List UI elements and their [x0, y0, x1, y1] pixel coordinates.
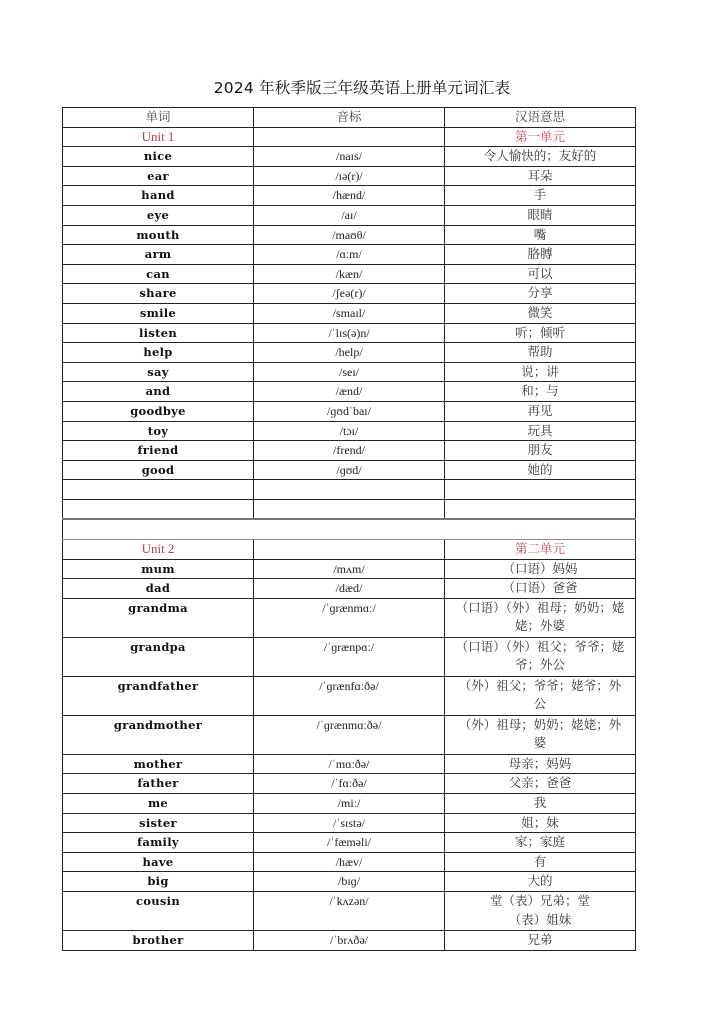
table-row [63, 872, 636, 892]
meaning-cell: 和；与 [445, 382, 636, 402]
word-cell: arm [63, 245, 254, 265]
table-row [63, 225, 636, 245]
separator-row [63, 519, 636, 539]
table-row [63, 637, 636, 676]
phonetic-cell: /hæv/ [254, 852, 445, 872]
word-cell: brother [63, 931, 254, 951]
phonetic-cell: /ˈkʌzən/ [254, 892, 445, 931]
empty-cell [63, 480, 254, 500]
table-row [63, 147, 636, 167]
phonetic-cell: /bɪɡ/ [254, 872, 445, 892]
meaning-cell: （外）祖父；爷爷；姥爷；外公 [445, 676, 636, 715]
phonetic-cell: /frend/ [254, 441, 445, 461]
empty-row [63, 499, 636, 519]
meaning-cell: 父亲；爸爸 [445, 774, 636, 794]
table-row [63, 931, 636, 951]
phonetic-cell: /smaɪl/ [254, 303, 445, 323]
word-cell: sister [63, 813, 254, 833]
meaning-cell: 说；讲 [445, 362, 636, 382]
word-cell: friend [63, 441, 254, 461]
phonetic-cell: /ɪə(r)/ [254, 166, 445, 186]
table-row [63, 774, 636, 794]
word-cell: grandmother [63, 715, 254, 754]
meaning-cell: 朋友 [445, 441, 636, 461]
word-cell: mouth [63, 225, 254, 245]
phonetic-cell: /ˈɡrænpɑː/ [254, 637, 445, 676]
table-row [63, 245, 636, 265]
meaning-cell: 可以 [445, 264, 636, 284]
word-cell: toy [63, 421, 254, 441]
unit-label: Unit 2 [63, 540, 254, 560]
table-row [63, 205, 636, 225]
unit-label: Unit 1 [63, 127, 254, 147]
phonetic-cell: /aɪ/ [254, 205, 445, 225]
table-row [63, 166, 636, 186]
unit-label-cn: 第二单元 [445, 540, 636, 560]
word-cell: nice [63, 147, 254, 167]
table-row [63, 186, 636, 206]
phonetic-cell: /ˈfæməli/ [254, 833, 445, 853]
word-cell: and [63, 382, 254, 402]
table-row [63, 362, 636, 382]
page-title: 2024 年秋季版三年级英语上册单元词汇表 [213, 79, 511, 97]
table-row [63, 559, 636, 579]
phonetic-cell: /ænd/ [254, 382, 445, 402]
word-cell: ear [63, 166, 254, 186]
table-row [63, 676, 636, 715]
word-cell: grandma [63, 598, 254, 637]
phonetic-cell: /help/ [254, 343, 445, 363]
table-header-row [63, 108, 636, 128]
phonetic-cell: /ˈɡrænfɑːðə/ [254, 676, 445, 715]
word-cell: good [63, 460, 254, 480]
meaning-cell: 母亲；妈妈 [445, 754, 636, 774]
unit-heading-row [63, 540, 636, 560]
word-cell: say [63, 362, 254, 382]
table-row [63, 264, 636, 284]
meaning-cell: 嘴 [445, 225, 636, 245]
meaning-cell: （口语）妈妈 [445, 559, 636, 579]
phonetic-cell: /mʌm/ [254, 559, 445, 579]
empty-cell [63, 499, 254, 519]
word-cell: listen [63, 323, 254, 343]
phonetic-cell: /ɑːm/ [254, 245, 445, 265]
word-cell: grandfather [63, 676, 254, 715]
word-cell: goodbye [63, 401, 254, 421]
table-row [63, 382, 636, 402]
phonetic-cell: /maʊθ/ [254, 225, 445, 245]
unit-label-cn: 第一单元 [445, 127, 636, 147]
word-cell: eye [63, 205, 254, 225]
word-cell: hand [63, 186, 254, 206]
empty-cell [254, 480, 445, 500]
header-word: 单词 [63, 108, 254, 128]
meaning-cell: 我 [445, 794, 636, 814]
unit-phonetic-empty [254, 127, 445, 147]
word-cell: smile [63, 303, 254, 323]
meaning-cell: 微笑 [445, 303, 636, 323]
meaning-cell: 眼睛 [445, 205, 636, 225]
phonetic-cell: /ɡʊd/ [254, 460, 445, 480]
phonetic-cell: /seɪ/ [254, 362, 445, 382]
vocabulary-table [62, 107, 636, 951]
phonetic-cell: /ˈɡrænmɑː/ [254, 598, 445, 637]
table-row [63, 303, 636, 323]
meaning-cell: 兄弟 [445, 931, 636, 951]
meaning-cell: 分享 [445, 284, 636, 304]
meaning-cell: 帮助 [445, 343, 636, 363]
word-cell: grandpa [63, 637, 254, 676]
word-cell: mum [63, 559, 254, 579]
word-cell: can [63, 264, 254, 284]
empty-cell [445, 499, 636, 519]
phonetic-cell: /ˈbrʌðə/ [254, 931, 445, 951]
meaning-cell: 胳膊 [445, 245, 636, 265]
empty-cell [254, 499, 445, 519]
phonetic-cell: /tɔɪ/ [254, 421, 445, 441]
word-cell: dad [63, 579, 254, 599]
separator-cell [63, 519, 636, 539]
empty-cell [445, 480, 636, 500]
unit-heading-row [63, 127, 636, 147]
meaning-cell: （口语）（外）祖母；奶奶；姥姥；外婆 [445, 598, 636, 637]
phonetic-cell: /hænd/ [254, 186, 445, 206]
table-row [63, 813, 636, 833]
table-row [63, 343, 636, 363]
phonetic-cell: /ʃeə(r)/ [254, 284, 445, 304]
meaning-cell: （外）祖母；奶奶；姥姥；外婆 [445, 715, 636, 754]
table-row [63, 598, 636, 637]
word-cell: mother [63, 754, 254, 774]
table-row [63, 284, 636, 304]
meaning-cell: 堂（表）兄弟；堂（表）姐妹 [445, 892, 636, 931]
meaning-cell: 玩具 [445, 421, 636, 441]
table-row [63, 323, 636, 343]
phonetic-cell: /miː/ [254, 794, 445, 814]
meaning-cell: 有 [445, 852, 636, 872]
meaning-cell: （口语）（外）祖父；爷爷；姥爷；外公 [445, 637, 636, 676]
word-cell: help [63, 343, 254, 363]
word-cell: family [63, 833, 254, 853]
meaning-cell: 大的 [445, 872, 636, 892]
header-phonetic: 音标 [254, 108, 445, 128]
phonetic-cell: /ˈsɪstə/ [254, 813, 445, 833]
meaning-cell: 耳朵 [445, 166, 636, 186]
phonetic-cell: /ˈɡrænmɑːðə/ [254, 715, 445, 754]
table-row [63, 460, 636, 480]
phonetic-cell: /dæd/ [254, 579, 445, 599]
phonetic-cell: /ˈlɪs(ə)n/ [254, 323, 445, 343]
table-row [63, 421, 636, 441]
meaning-cell: 听；倾听 [445, 323, 636, 343]
table-row [63, 579, 636, 599]
header-meaning: 汉语意思 [445, 108, 636, 128]
table-row [63, 441, 636, 461]
meaning-cell: （口语）爸爸 [445, 579, 636, 599]
phonetic-cell: /naɪs/ [254, 147, 445, 167]
table-row [63, 401, 636, 421]
empty-row [63, 480, 636, 500]
meaning-cell: 令人愉快的；友好的 [445, 147, 636, 167]
table-row [63, 833, 636, 853]
meaning-cell: 手 [445, 186, 636, 206]
phonetic-cell: /ˈmɑːðə/ [254, 754, 445, 774]
unit-phonetic-empty [254, 540, 445, 560]
phonetic-cell: /kæn/ [254, 264, 445, 284]
table-row [63, 892, 636, 931]
word-cell: have [63, 852, 254, 872]
meaning-cell: 姐；妹 [445, 813, 636, 833]
table-row [63, 794, 636, 814]
word-cell: share [63, 284, 254, 304]
meaning-cell: 再见 [445, 401, 636, 421]
phonetic-cell: /ˈfɑːðə/ [254, 774, 445, 794]
word-cell: father [63, 774, 254, 794]
meaning-cell: 家；家庭 [445, 833, 636, 853]
phonetic-cell: /ɡʊdˈbaɪ/ [254, 401, 445, 421]
word-cell: me [63, 794, 254, 814]
word-cell: cousin [63, 892, 254, 931]
meaning-cell: 她的 [445, 460, 636, 480]
table-row [63, 715, 636, 754]
table-row [63, 754, 636, 774]
word-cell: big [63, 872, 254, 892]
table-row [63, 852, 636, 872]
